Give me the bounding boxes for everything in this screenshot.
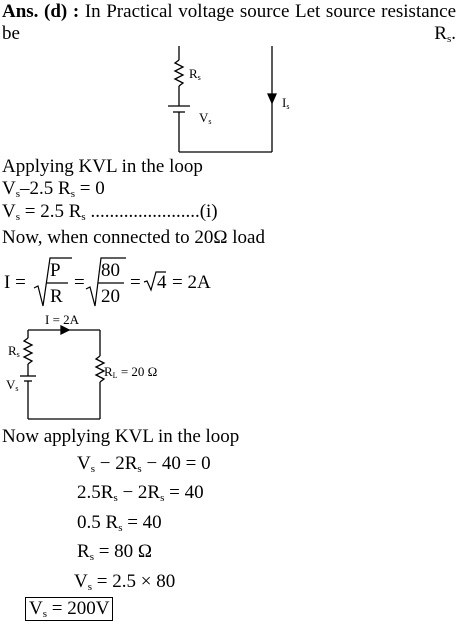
- kvl2-line-4: $R_s = 80$ Ω: [77, 541, 153, 563]
- kvl2-heading: Now applying KVL in the loop: [2, 426, 240, 447]
- fig2-vs-label: $V_s$: [6, 377, 19, 393]
- kvl2-line-5: $V_s = 2.5 \times 80$: [74, 571, 176, 593]
- kvl2-line-2: $2.5R_s - 2R_s = 40$: [77, 482, 204, 504]
- fig1-is-label: $I_s$: [282, 95, 290, 111]
- intro-text: In Practical voltage source Let source resistance be R: [2, 1, 457, 44]
- current-label: I =: [4, 272, 26, 293]
- fig2-current-label: I = 2A: [45, 312, 80, 327]
- fig1-rs-label: $R_s$: [189, 66, 201, 82]
- kvl1-equation-2: $V_s = 2.5$ $R_s$ .......................(i): [2, 201, 218, 223]
- kvl1-heading: Applying KVL in the loop: [2, 156, 203, 177]
- fig2-rl-label: $R_L = 20$ Ω: [104, 364, 158, 380]
- fig1-vs-label: $V_s$: [199, 110, 212, 126]
- fraction-numerator-p: P: [50, 260, 61, 281]
- answer-colon: :: [72, 1, 80, 22]
- kvl2-line-3: 0.5 $R_s = 40$: [77, 512, 162, 534]
- kvl2-line-1: $V_s - 2R_s - 40 = 0$: [77, 453, 211, 475]
- current-result: = 2A: [172, 272, 211, 293]
- fraction-denominator-r: R: [50, 286, 63, 307]
- kvl1-equation-1: $V_s-2.5$ $R_s = 0$: [2, 178, 105, 200]
- fraction-numerator-80: 80: [101, 260, 120, 281]
- intro-period: .: [451, 23, 456, 44]
- equals-1: =: [74, 272, 85, 293]
- intro-subscript: s: [446, 33, 452, 45]
- equals-2: =: [130, 272, 141, 293]
- load-statement: Now, when connected to 20Ω load: [2, 227, 265, 248]
- fig2-rs-label: $R_s$: [8, 343, 20, 359]
- fraction-denominator-20: 20: [101, 286, 120, 307]
- final-answer-box: $V_s = 200V$: [25, 597, 113, 621]
- answer-label: Ans. (d): [2, 1, 68, 22]
- root-four: 4: [157, 272, 167, 293]
